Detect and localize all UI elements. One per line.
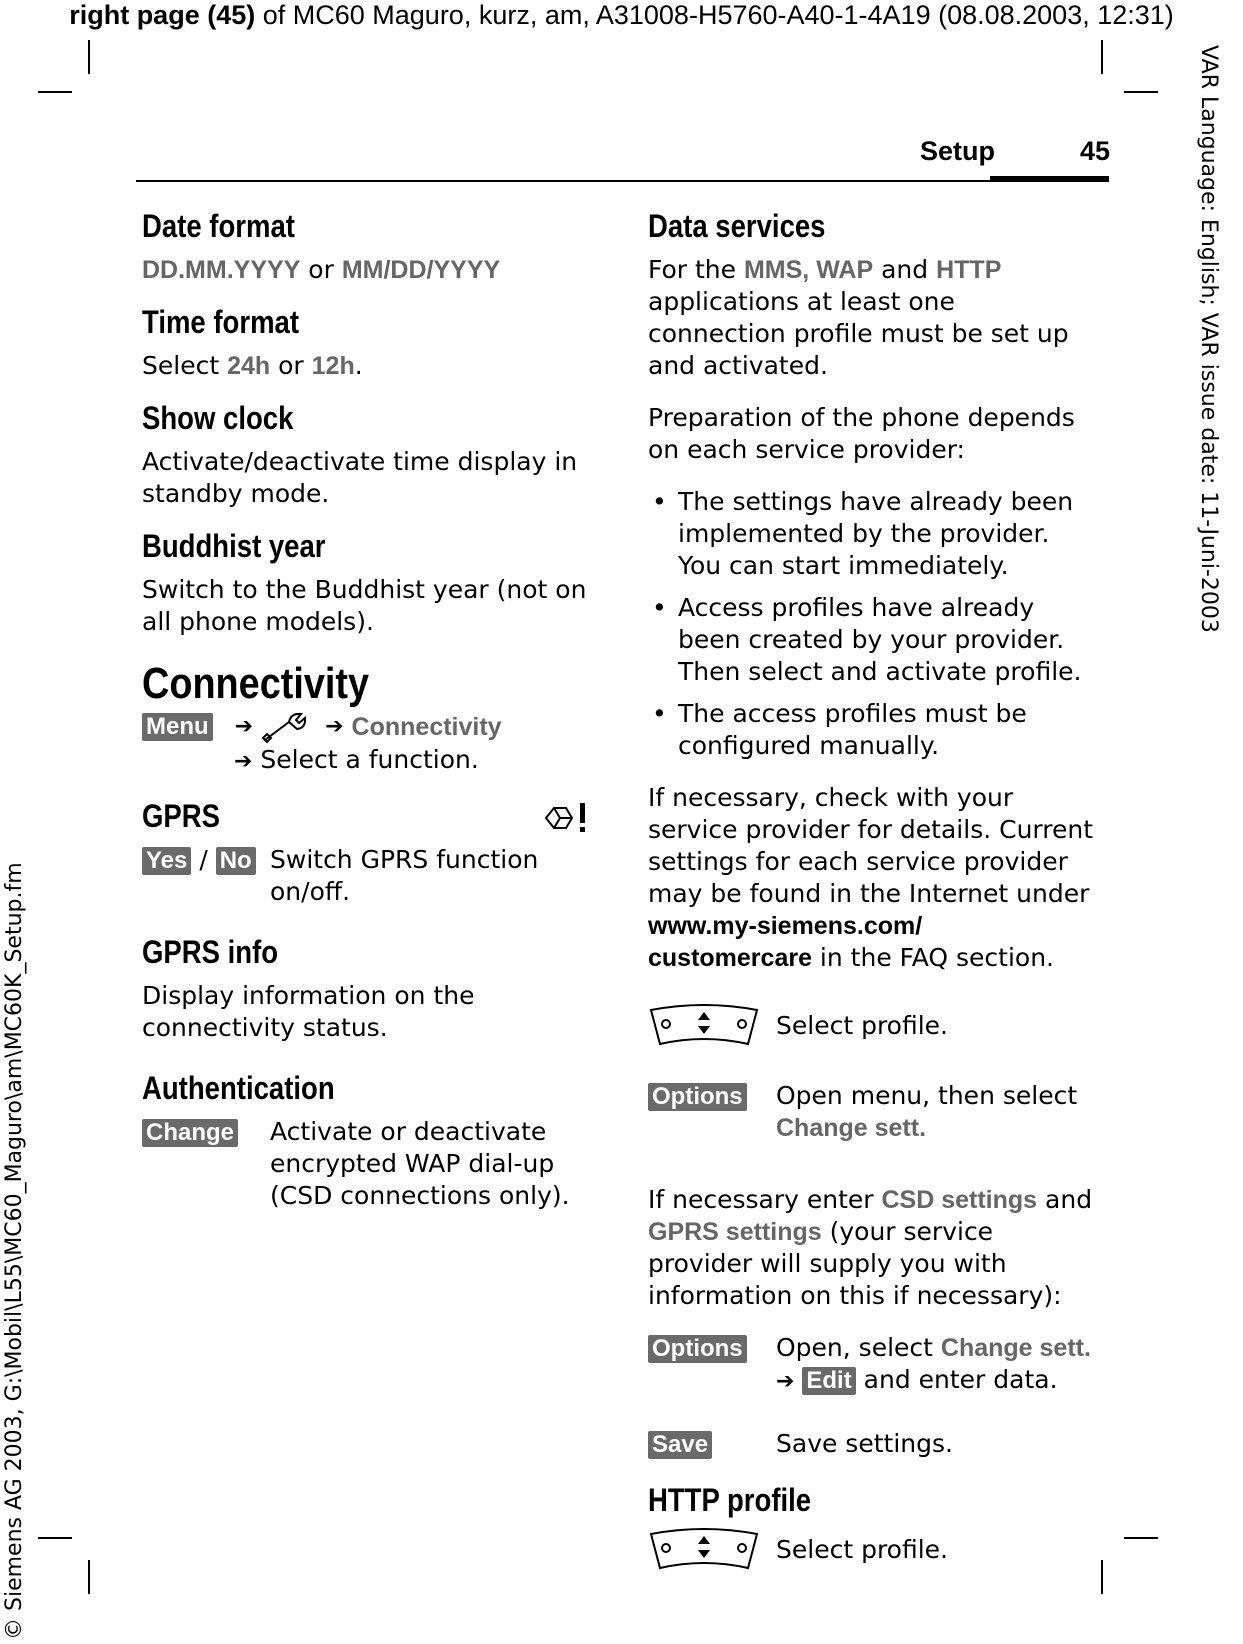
show-clock-text: Activate/deactivate time display in standby mode. [142, 447, 578, 508]
ds-p1-post: applications at least one connection profile must be set up and activated. [648, 287, 1069, 380]
options-text [776, 1080, 1098, 1144]
preparation-text: Preparation of the phone depends on each service provider: [648, 403, 1075, 464]
provider-bullet-list [648, 486, 1098, 762]
margin-language-note: VAR Language: English; VAR issue date: 11-Juni-2003 [1196, 45, 1221, 633]
arrow-1: ➔ [234, 714, 254, 739]
crop-mark-br-v [1101, 1560, 1103, 1594]
options-edit-text [776, 1332, 1098, 1398]
ds-p1-and: and [873, 255, 937, 284]
arrow-3: ➔ [234, 749, 253, 774]
crop-mark-br-h [1124, 1537, 1158, 1539]
data-services-heading: Data services [648, 208, 826, 244]
header-rule-tab [990, 176, 1109, 182]
check-provider-text [648, 782, 1098, 974]
bullet-item: • The settings have already been implemented by the provider. You can start immediately. [648, 486, 1098, 582]
gprs-heading: GPRS [142, 798, 220, 834]
ds-p1-pre: For the [648, 255, 744, 284]
gprs-row [142, 844, 592, 908]
gprs-info-heading: GPRS info [142, 934, 279, 970]
date-format-text [142, 254, 592, 286]
crop-mark-bl-v [88, 1560, 90, 1594]
time-format-24h: 24h [227, 352, 271, 380]
save-softkey: Save [648, 1431, 712, 1459]
http-keyword: HTTP [936, 256, 1002, 284]
ds-p4-pre: If necessary enter [648, 1185, 882, 1214]
options-text-main: Open menu, then select [776, 1081, 1078, 1110]
no-softkey: No [216, 847, 256, 875]
csd-settings-keyword: CSD settings [881, 1186, 1038, 1214]
edit-softkey: Edit [802, 1367, 855, 1395]
connectivity-menu-path [142, 710, 592, 778]
authentication-softkey-cell [142, 1116, 270, 1212]
authentication-text: Activate or deactivate encrypted WAP dial-up (CSD connections only). [270, 1117, 570, 1210]
arrow-4: ➔ [776, 1369, 795, 1394]
change-sett-keyword: Change sett. [776, 1114, 927, 1142]
url-line-2: customercare [648, 944, 812, 972]
print-header-info: of MC60 Maguro, kurz, am, A31008-H5760-A40-1-4A19 (08.08.2003, 12:31) [255, 0, 1174, 30]
right-column [648, 210, 1098, 1604]
time-format-text [142, 350, 592, 382]
nav-key-cell [648, 1004, 776, 1058]
save-text: Save settings. [776, 1429, 953, 1458]
ds-p4-post: (your service provider will supply you with information on this if necessary): [648, 1217, 1062, 1310]
gprs-settings-keyword: GPRS settings [648, 1218, 822, 1246]
http-profile-heading: HTTP profile [648, 1482, 812, 1518]
bullet-item: • The access profiles must be configured manually. [648, 698, 1098, 762]
options-softkey-2: Options [648, 1335, 747, 1363]
connectivity-heading: Connectivity [142, 659, 370, 708]
ds-p4-and: and [1037, 1185, 1093, 1214]
authentication-heading: Authentication [142, 1070, 335, 1106]
network-warning-icon [542, 800, 590, 834]
date-format-option-1: DD.MM.YYYY [142, 256, 301, 284]
time-format-pre: Select [142, 351, 228, 380]
bullet-item: • Access profiles have already been created by your provider. Then select and activate profile. [648, 592, 1098, 688]
print-header [0, 0, 1243, 30]
gprs-heading-row [142, 800, 592, 844]
show-clock-heading: Show clock [142, 400, 294, 436]
running-head-section: Setup [920, 136, 996, 166]
time-format-post: . [354, 351, 363, 380]
crop-mark-tr-h [1124, 91, 1158, 93]
gprs-text: Switch GPRS function on/off. [270, 845, 539, 906]
time-format-12h: 12h [311, 352, 355, 380]
authentication-row [142, 1116, 592, 1212]
options-softkey-cell-2 [648, 1332, 776, 1398]
running-head-page: 45 [1080, 136, 1111, 166]
crop-mark-tl-v [88, 40, 90, 74]
arrow-2: ➔ [325, 714, 344, 739]
data-services-intro [648, 254, 1098, 382]
options-softkey: Options [648, 1083, 747, 1111]
print-header-page: right page (45) [69, 0, 256, 30]
margin-copyright-path: © Siemens AG 2003, G:\Mobil\L55\MC60_Maguro\am\MC60K_Setup.fm [2, 862, 27, 1640]
url-line-1: www.my-siemens.com/ [648, 912, 923, 940]
save-softkey-cell [648, 1428, 776, 1460]
softkey-slash: / [191, 845, 216, 874]
gprs-info-text: Display information on the connectivity status. [142, 981, 475, 1042]
navigation-key-icon [648, 1004, 760, 1050]
change-sett-keyword-2: Change sett. [940, 1334, 1091, 1362]
left-column [142, 210, 592, 1234]
ds-p3-post: in the FAQ section. [811, 943, 1055, 972]
enter-settings-text [648, 1184, 1098, 1312]
ds-p3: If necessary, check with your service provider for details. Current settings for each service provider may be found in the Internet under [648, 783, 1094, 908]
select-profile-row [648, 1004, 1098, 1058]
select-profile-text: Select profile. [776, 1011, 948, 1040]
mms-wap-keyword: MMS, WAP [743, 256, 874, 284]
options2-pre: Open, select [776, 1333, 941, 1362]
date-format-or: or [300, 255, 342, 284]
crop-mark-bl-h [38, 1537, 72, 1539]
options2-post: and enter data. [855, 1365, 1058, 1394]
nav-key-cell-2 [648, 1528, 776, 1582]
options-edit-row [648, 1332, 1098, 1398]
time-format-heading: Time format [142, 304, 300, 340]
navigation-key-icon [648, 1528, 760, 1574]
buddhist-year-text: Switch to the Buddhist year (not on all phone models). [142, 575, 587, 636]
wrench-icon [259, 710, 311, 744]
crop-mark-tr-v [1101, 40, 1103, 74]
select-function-text: Select a function. [260, 745, 479, 774]
yes-softkey: Yes [142, 847, 191, 875]
gprs-softkeys [142, 844, 270, 908]
header-rule [136, 180, 1109, 182]
change-softkey: Change [142, 1119, 238, 1147]
date-format-heading: Date format [142, 208, 295, 244]
http-select-profile-text: Select profile. [776, 1535, 948, 1564]
connectivity-menu-item: Connectivity [351, 713, 502, 741]
options-softkey-cell [648, 1080, 776, 1144]
http-select-profile-row [648, 1528, 1098, 1582]
options-row [648, 1080, 1098, 1144]
crop-mark-tl-h [38, 91, 72, 93]
menu-softkey: Menu [142, 713, 213, 741]
save-row [648, 1428, 1098, 1460]
date-format-option-2: MM/DD/YYYY [341, 256, 501, 284]
buddhist-year-heading: Buddhist year [142, 528, 326, 564]
time-format-or: or [270, 351, 312, 380]
